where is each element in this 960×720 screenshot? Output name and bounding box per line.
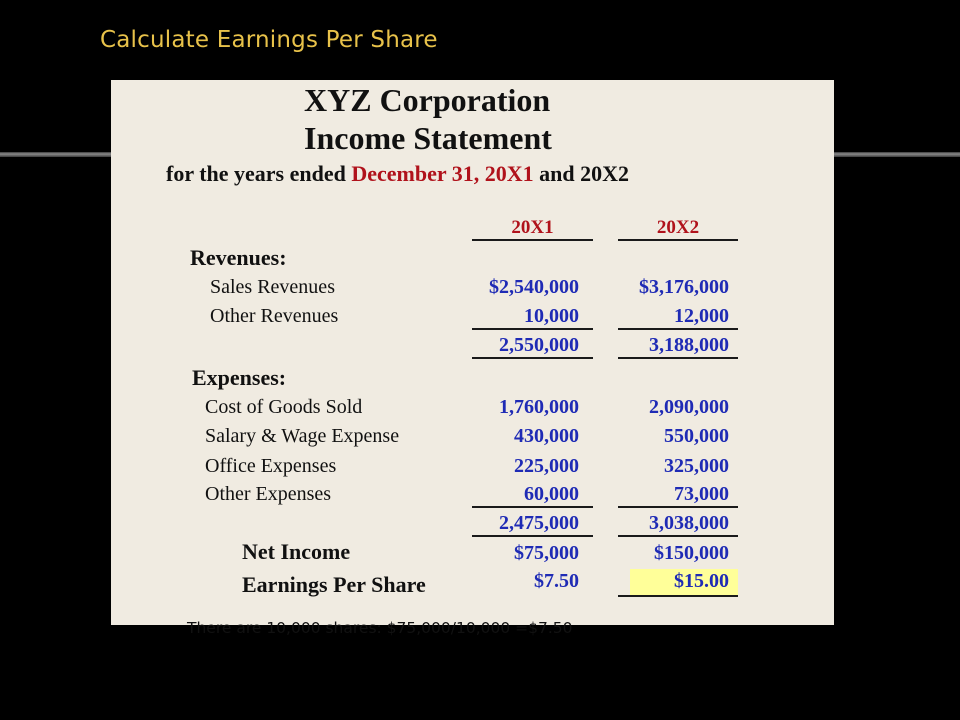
row-value-20x2: 550,000	[664, 425, 729, 447]
total-underline	[472, 357, 593, 359]
row-label: Other Revenues	[210, 305, 339, 327]
net-income-20x2: $150,000	[654, 542, 729, 564]
row-value-20x1: 430,000	[514, 425, 579, 447]
eps-label: Earnings Per Share	[242, 572, 426, 597]
company-name: XYZ Corporation	[304, 82, 551, 118]
revenues-total-20x1: 2,550,000	[499, 334, 579, 356]
expenses-total-20x2: 3,038,000	[649, 512, 729, 534]
subtotal-underline	[472, 328, 593, 330]
total-underline	[472, 535, 593, 537]
period-dates: December 31, 20X1	[351, 161, 534, 186]
net-income-20x1: $75,000	[514, 542, 579, 564]
period-prefix: for the years ended	[166, 161, 352, 186]
statement-period	[166, 161, 629, 187]
row-value-20x2: 12,000	[674, 305, 729, 327]
revenues-heading: Revenues:	[190, 245, 287, 270]
row-value-20x1: 10,000	[524, 305, 579, 327]
subtotal-underline	[472, 506, 593, 508]
column-header-underline	[618, 239, 738, 241]
row-value-20x2: $3,176,000	[639, 276, 729, 298]
column-header-20x1: 20X1	[511, 217, 554, 238]
row-value-20x1: 60,000	[524, 483, 579, 505]
row-label: Other Expenses	[205, 483, 332, 505]
eps-20x1: $7.50	[534, 570, 579, 592]
column-header-20x2: 20X2	[656, 217, 700, 238]
eps-underline	[618, 595, 738, 597]
row-value-20x2: 73,000	[674, 483, 729, 505]
subtotal-underline	[618, 506, 738, 508]
row-value-20x1: 1,760,000	[499, 396, 579, 418]
net-income-label: Net Income	[242, 539, 351, 564]
row-value-20x1: 225,000	[514, 455, 579, 477]
row-value-20x2: 325,000	[664, 455, 729, 477]
period-suffix: and 20X2	[533, 161, 629, 186]
column-header-underline	[472, 239, 593, 241]
total-underline	[618, 357, 738, 359]
expenses-heading: Expenses:	[192, 365, 287, 390]
row-label: Office Expenses	[205, 455, 337, 477]
statement-name: Income Statement	[304, 120, 552, 156]
eps-calculation-note: There are 10,000 shares: $75,000/10,000 =$7.50	[187, 619, 573, 637]
subtotal-underline	[618, 328, 738, 330]
row-label: Cost of Goods Sold	[205, 396, 363, 418]
expenses-total-20x1: 2,475,000	[499, 512, 579, 534]
row-value-20x2: 2,090,000	[649, 396, 729, 418]
row-label: Sales Revenues	[210, 276, 335, 298]
revenues-total-20x2: 3,188,000	[649, 334, 729, 356]
row-label: Salary & Wage Expense	[205, 425, 400, 447]
eps-20x2: $15.00	[674, 570, 729, 592]
slide-title: Calculate Earnings Per Share	[100, 27, 438, 53]
total-underline	[618, 535, 738, 537]
row-value-20x1: $2,540,000	[489, 276, 579, 298]
